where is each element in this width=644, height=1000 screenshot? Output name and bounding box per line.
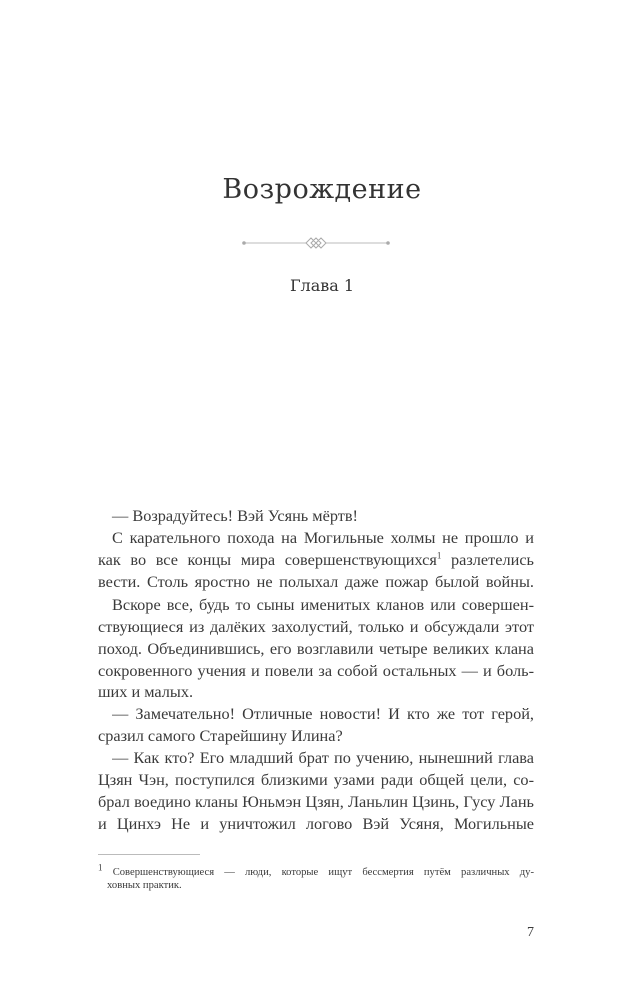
- footnote-line: [98, 862, 534, 880]
- text-line: и Цинхэ Не и уничтожил логово Вэй Усяня, Могильные: [98, 814, 534, 833]
- text-fragment: разлетелись: [451, 550, 534, 569]
- text-line: вести. Столь яростно не полыхал даже пожар былой войны.: [98, 572, 534, 591]
- text-fragment: как во все концы мира совершенствующихся: [98, 550, 437, 569]
- text-line: — Замечательно! Отличные новости! И кто же тот герой,: [112, 704, 534, 723]
- footnote-divider: [98, 854, 200, 855]
- text-line: сразил самого Старейшину Илина?: [98, 726, 343, 745]
- text-line: [98, 550, 534, 570]
- text-line: С карательного похода на Могильные холмы не прошло и: [112, 528, 534, 547]
- text-line: — Возрадуйтесь! Вэй Усянь мёртв!: [112, 506, 358, 525]
- footnote-marker: 1: [98, 862, 103, 873]
- page-number: 7: [527, 925, 534, 940]
- chapter-heading: Глава 1: [289, 276, 355, 295]
- text-line: — Как кто? Его младший брат по учению, нынешний глава: [112, 748, 534, 767]
- text-line: Цзян Чэн, поступился близкими узами ради общей цели, со-: [98, 770, 534, 789]
- text-line: ших и малых.: [98, 682, 194, 701]
- footnote-ref: 1: [436, 550, 442, 561]
- text-line: Вскоре все, будь то сыны именитых кланов или совершен-: [112, 595, 534, 614]
- text-line: поход. Объединившись, его возглавили четыре великих клана: [98, 639, 534, 658]
- book-title: Возрождение: [222, 174, 422, 205]
- text-line: брал воедино кланы Юньмэн Цзян, Ланьлин Цзинь, Гусу Лань: [98, 792, 534, 811]
- text-line: сокровенного учения и повели за собой остальных — и боль-: [98, 661, 534, 680]
- footnote-text: Совершенствующиеся — люди, которые ищут бессмертия путём различных ду-: [112, 867, 534, 878]
- ornament-divider-icon: [241, 236, 391, 250]
- text-line: ствующиеся из далёких захолустий, только и обсуждали этот: [98, 617, 534, 636]
- footnote-line: ховных практик.: [107, 880, 182, 891]
